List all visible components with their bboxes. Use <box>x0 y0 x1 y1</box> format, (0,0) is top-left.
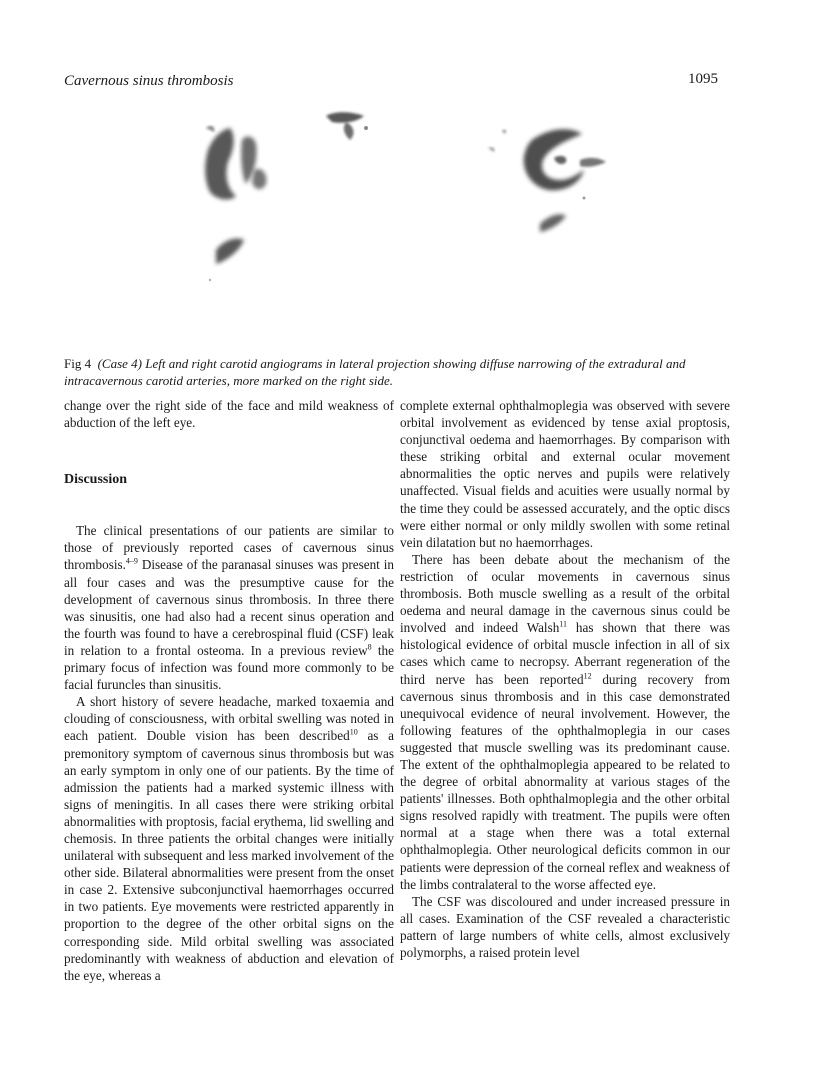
figure-caption <box>64 355 758 389</box>
left-angiogram-image <box>205 112 368 281</box>
citation-ref: 12 <box>583 671 592 681</box>
citation-ref: 4–9 <box>125 557 138 567</box>
figure-caption-text: (Case 4) Left and right carotid angiograms in lateral projection showing diffuse narrowing of the extradural and intracavernous carotid arteries, more marked on the right side. <box>64 356 686 388</box>
discussion-paragraph-4: The CSF was discoloured and under increased pressure in all cases. Examination of the CSF revealed a characteristic pattern of large numbers of white cells, almost exclusively polymorphs, a raised protein level <box>400 893 730 960</box>
right-column <box>400 397 730 961</box>
discussion-paragraph-2: A short history of severe headache, marked toxaemia and clouding of consciousness, with orbital swelling was noted in each patient. Double vision has been described$^{10}$ as a premonitory symptom of cavernous sinus thrombosis but was an early symptom in only one of our patients. By the time of admission the patients had a marked systemic illness with signs of meningitis. In all cases there were striking orbital abnormalities with proptosis, facial erythema, lid swelling and chemosis. In three patients the orbital changes were initially unilateral with subsequent and less marked involvement of the other side. Bilateral abnormalities were present from the onset in case 2. Extensive subconjunctival haemorrhages occurred in two patients. Eye movements were restricted apparently in proportion to the degree of the other orbital signs on the corresponding side. Mild orbital swelling was associated predominantly with weakness of abduction and elevation of the eye, whereas a <box>64 694 394 983</box>
figure-label: Fig 4 <box>64 356 92 371</box>
right-angiogram-image <box>488 129 606 232</box>
left-column <box>64 397 394 984</box>
citation-ref: 11 <box>559 619 568 629</box>
page-number: 1095 <box>688 71 718 87</box>
section-heading-discussion: Discussion <box>64 472 128 488</box>
left-paragraph-continuation: change over the right side of the face and mild weakness of abduction of the left eye. <box>64 398 394 431</box>
citation-ref: 10 <box>349 728 358 738</box>
running-header-title: Cavernous sinus thrombosis <box>64 73 234 89</box>
discussion-paragraph-3: There has been debate about the mechanism of the restriction of ocular movements in cavernous sinus thrombosis. Both muscle swelling as a result of the orbital oedema and neural damage in the cavernous sinus could be involved and indeed Walsh$^{11}$ has shown that there was histological evidence of orbital muscle infection in all of six cases which came to necropsy. Aberrant regeneration of the third nerve has been reported$^{12}$ during recovery from cavernous sinus thrombosis and in this case demonstrated unequivocal evidence of neural involvement. However, the following features of the ophthalmoplegia in our cases suggested that muscle swelling was its predominant cause. The extent of the ophthalmoplegia appeared to be related to the degree of orbital abnormality at various stages of the patients' illnesses. Both ophthalmoplegia and the other orbital signs resolved rapidly with treatment. The pupils were often normal at a stage when there was a total external ophthalmoplegia. Other neurological deficits common in our patients were depression of the corneal reflex and weakness of the limbs contralateral to the worse affected eye. <box>400 551 730 892</box>
angiogram-figure <box>150 100 710 350</box>
citation-ref: 8 <box>367 642 372 652</box>
right-paragraph-continuation: complete external ophthalmoplegia was observed with severe orbital involvement as evidenced by tense axial proptosis, conjunctival oedema and haemorrhages. By comparison with these striking orbital and external ocular movement abnormalities the optic nerves and pupils were relatively unaffected. Visual fields and acuities were usually normal by the time they could be assessed accurately, and the optic discs were either normal or only mildly swollen with some retinal vein dilatation but no haemorrhages. <box>400 398 730 550</box>
discussion-paragraph-1: The clinical presentations of our patients are similar to those of previously reported cases of cavernous sinus thrombosis.$^{4-9}$ Disease of the paranasal sinuses was present in all four cases and was the presumptive cause for the development of cavernous sinus thrombosis. In three there was sinusitis, one had also had a recent sinus operation and the fourth was found to have a cerebrospinal fluid (CSF) leak in relation to a frontal osteoma. In a previous review$^8$ the primary focus of infection was found more commonly to be facial furuncles than sinusitis. <box>64 523 394 693</box>
